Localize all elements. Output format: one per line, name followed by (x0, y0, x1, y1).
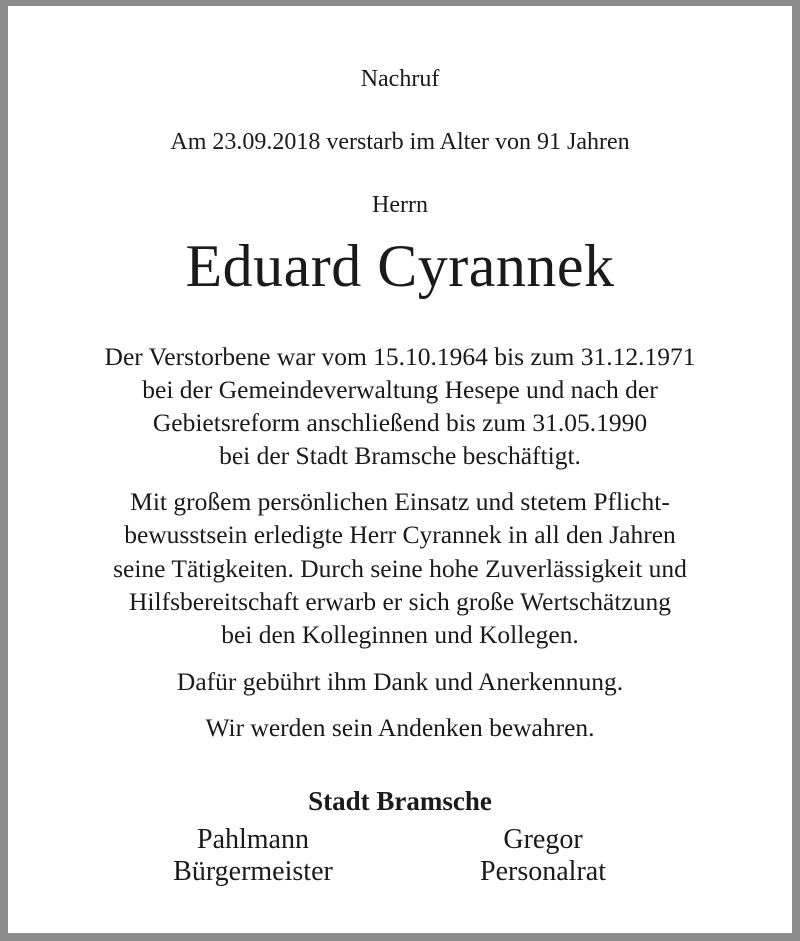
signer-title: Bürgermeister (173, 856, 333, 887)
paragraph-line: Gebietsreform anschließend bis zum 31.05.1990 (152, 408, 648, 437)
salutation: Herrn (372, 192, 428, 218)
thanks-line: Dafür gebührt ihm Dank und Anerkennung. (176, 667, 624, 696)
paragraph-line: bei den Kolleginnen und Kollegen. (221, 620, 579, 649)
signer-right (438, 824, 648, 888)
paragraph-line: Hilfsbereitschaft erwarb er sich große Wertschätzung (129, 587, 671, 616)
organization-name: Stadt Bramsche (308, 786, 492, 816)
remembrance-line: Wir werden sein Andenken bewahren. (205, 713, 595, 742)
notice-heading: Nachruf (360, 66, 440, 92)
paragraph-line: Der Verstorbene war vom 15.10.1964 bis zum 31.12.1971 (104, 342, 696, 371)
paragraph-line: bei der Stadt Bramsche beschäftigt. (219, 441, 581, 470)
signer-left (148, 824, 358, 888)
paragraph-line: seine Tätigkeiten. Durch seine hohe Zuverlässigkeit und (113, 554, 687, 583)
signer-name: Gregor (503, 824, 583, 855)
signer-title: Personalrat (480, 856, 606, 887)
death-announcement: Am 23.09.2018 verstarb im Alter von 91 Jahren (170, 129, 630, 155)
deceased-name: Eduard Cyrannek (185, 233, 615, 299)
paragraph-line: bei der Gemeindeverwaltung Hesepe und nach der (142, 375, 658, 404)
signer-name: Pahlmann (197, 824, 309, 855)
paragraph-line: Mit großem persönlichen Einsatz und stetem Pflicht- (130, 487, 670, 516)
paragraph-line: bewusstsein erledigte Herr Cyrannek in all den Jahren (124, 520, 676, 549)
